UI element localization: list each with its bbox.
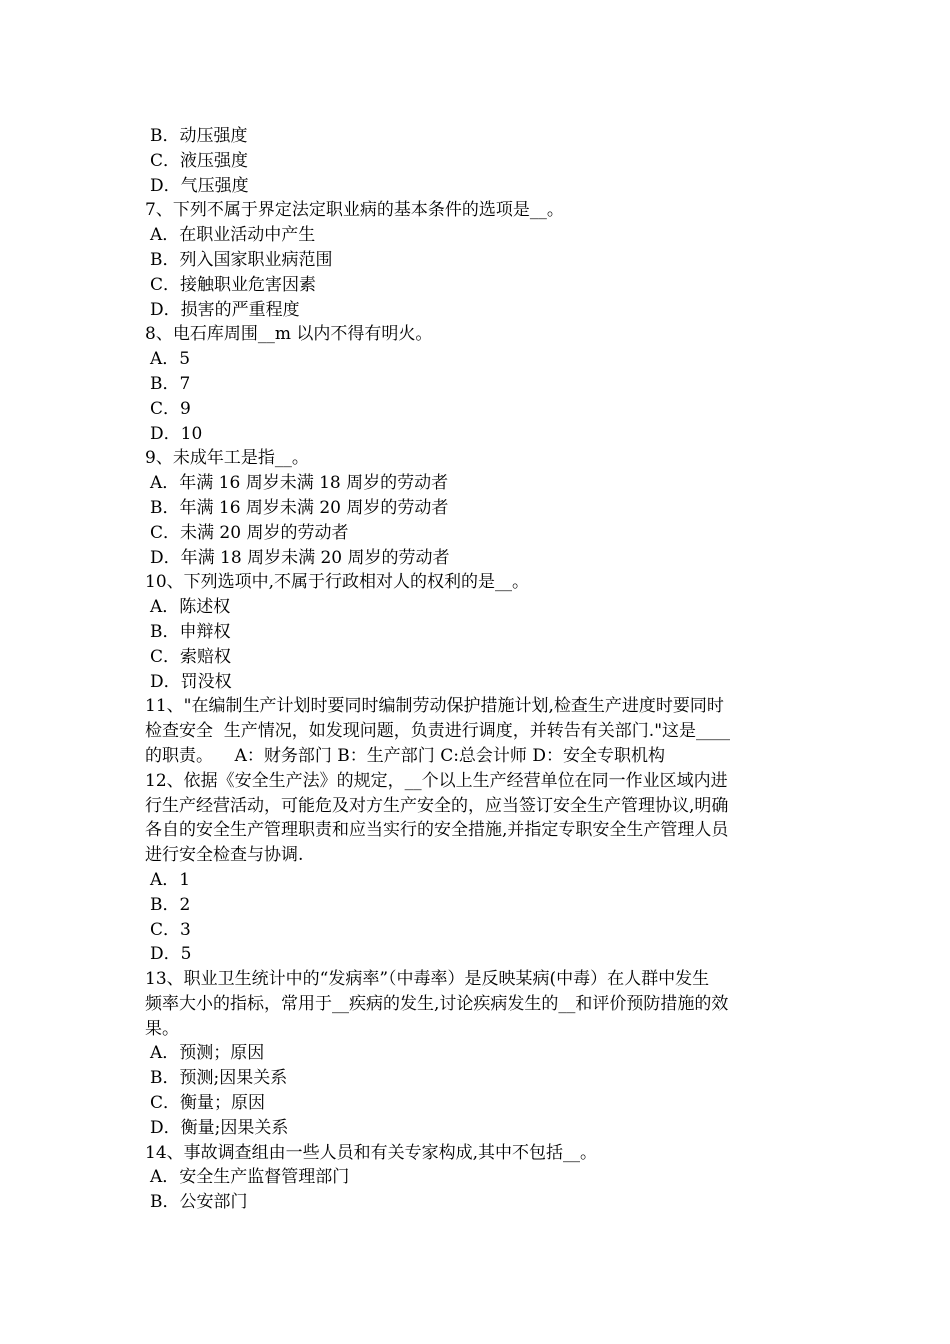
answer-option: D．10 [150,423,203,444]
question-text: 14、事故调查组由一些人员和有关专家构成,其中不包括__。 [145,1142,598,1163]
answer-option: B．7 [150,373,191,394]
question-text: 频率大小的指标，常用于__疾病的发生,讨论疾病发生的__和评价预防措施的效 [145,993,729,1014]
question-text: 检查安全 生产情况，如发现问题，负责进行调度，并转告有关部门."这是____ [145,721,731,742]
answer-option: D．损害的严重程度 [150,299,300,320]
document-page [145,124,810,1215]
answer-option: D．衡量;因果关系 [150,1117,289,1138]
answer-option: B．列入国家职业病范围 [150,249,333,270]
question-text: 果。 [145,1018,179,1039]
question-text: 10、下列选项中,不属于行政相对人的权利的是__。 [145,572,530,593]
answer-option: C．未满 20 周岁的劳动者 [150,522,349,543]
answer-option: B．预测;因果关系 [150,1068,288,1089]
question-text: 7、下列不属于界定法定职业病的基本条件的选项是__。 [145,200,564,221]
answer-option: A．年满 16 周岁未满 18 周岁的劳动者 [150,473,449,494]
answer-option: B．年满 16 周岁未满 20 周岁的劳动者 [150,497,449,518]
answer-option: A．安全生产监督管理部门 [150,1167,350,1188]
answer-option: B．申辩权 [150,621,231,642]
answer-option: B．2 [150,894,191,915]
answer-option: C．接触职业危害因素 [150,274,317,295]
answer-option: C．3 [150,919,191,940]
question-text: 进行安全检查与协调. [145,845,304,866]
answer-option: B．动压强度 [150,126,248,146]
answer-option: A．预测；原因 [150,1043,265,1064]
question-text: 9、未成年工是指__。 [145,448,309,469]
question-text: 各自的安全生产管理职责和应当实行的安全措施,并指定专职安全生产管理人员 [145,820,729,841]
answer-option: B．公安部门 [150,1192,248,1213]
answer-option: C．索赔权 [150,646,232,667]
question-text: 11、"在编制生产计划时要同时编制劳动保护措施计划,检查生产进度时要同时 [145,696,724,717]
answer-option: C．衡量；原因 [150,1093,266,1114]
answer-option: D．年满 18 周岁未满 20 周岁的劳动者 [150,547,450,568]
question-text: 13、职业卫生统计中的“发病率”（中毒率）是反映某病(中毒）在人群中发生 [145,969,710,990]
question-text: 的职责。 A：财务部门 B：生产部门 C:总会计师 D：安全专职机构 [145,745,665,766]
question-text: 8、电石库周围__m 以内不得有明火。 [145,324,433,345]
answer-option: A．1 [150,869,191,890]
answer-option: D．罚没权 [150,671,232,692]
answer-option: C．9 [150,398,191,419]
answer-option: D．气压强度 [150,175,249,196]
answer-option: C．液压强度 [150,150,249,171]
answer-option: D．5 [150,944,192,965]
question-text: 12、依据《安全生产法》的规定，__个以上生产经营单位在同一作业区域内进 [145,770,728,791]
answer-option: A．5 [150,349,191,370]
question-text: 行生产经营活动，可能危及对方生产安全的，应当签订安全生产管理协议,明确 [145,795,729,816]
answer-option: A．陈述权 [150,597,231,618]
answer-option: A．在职业活动中产生 [150,225,316,246]
